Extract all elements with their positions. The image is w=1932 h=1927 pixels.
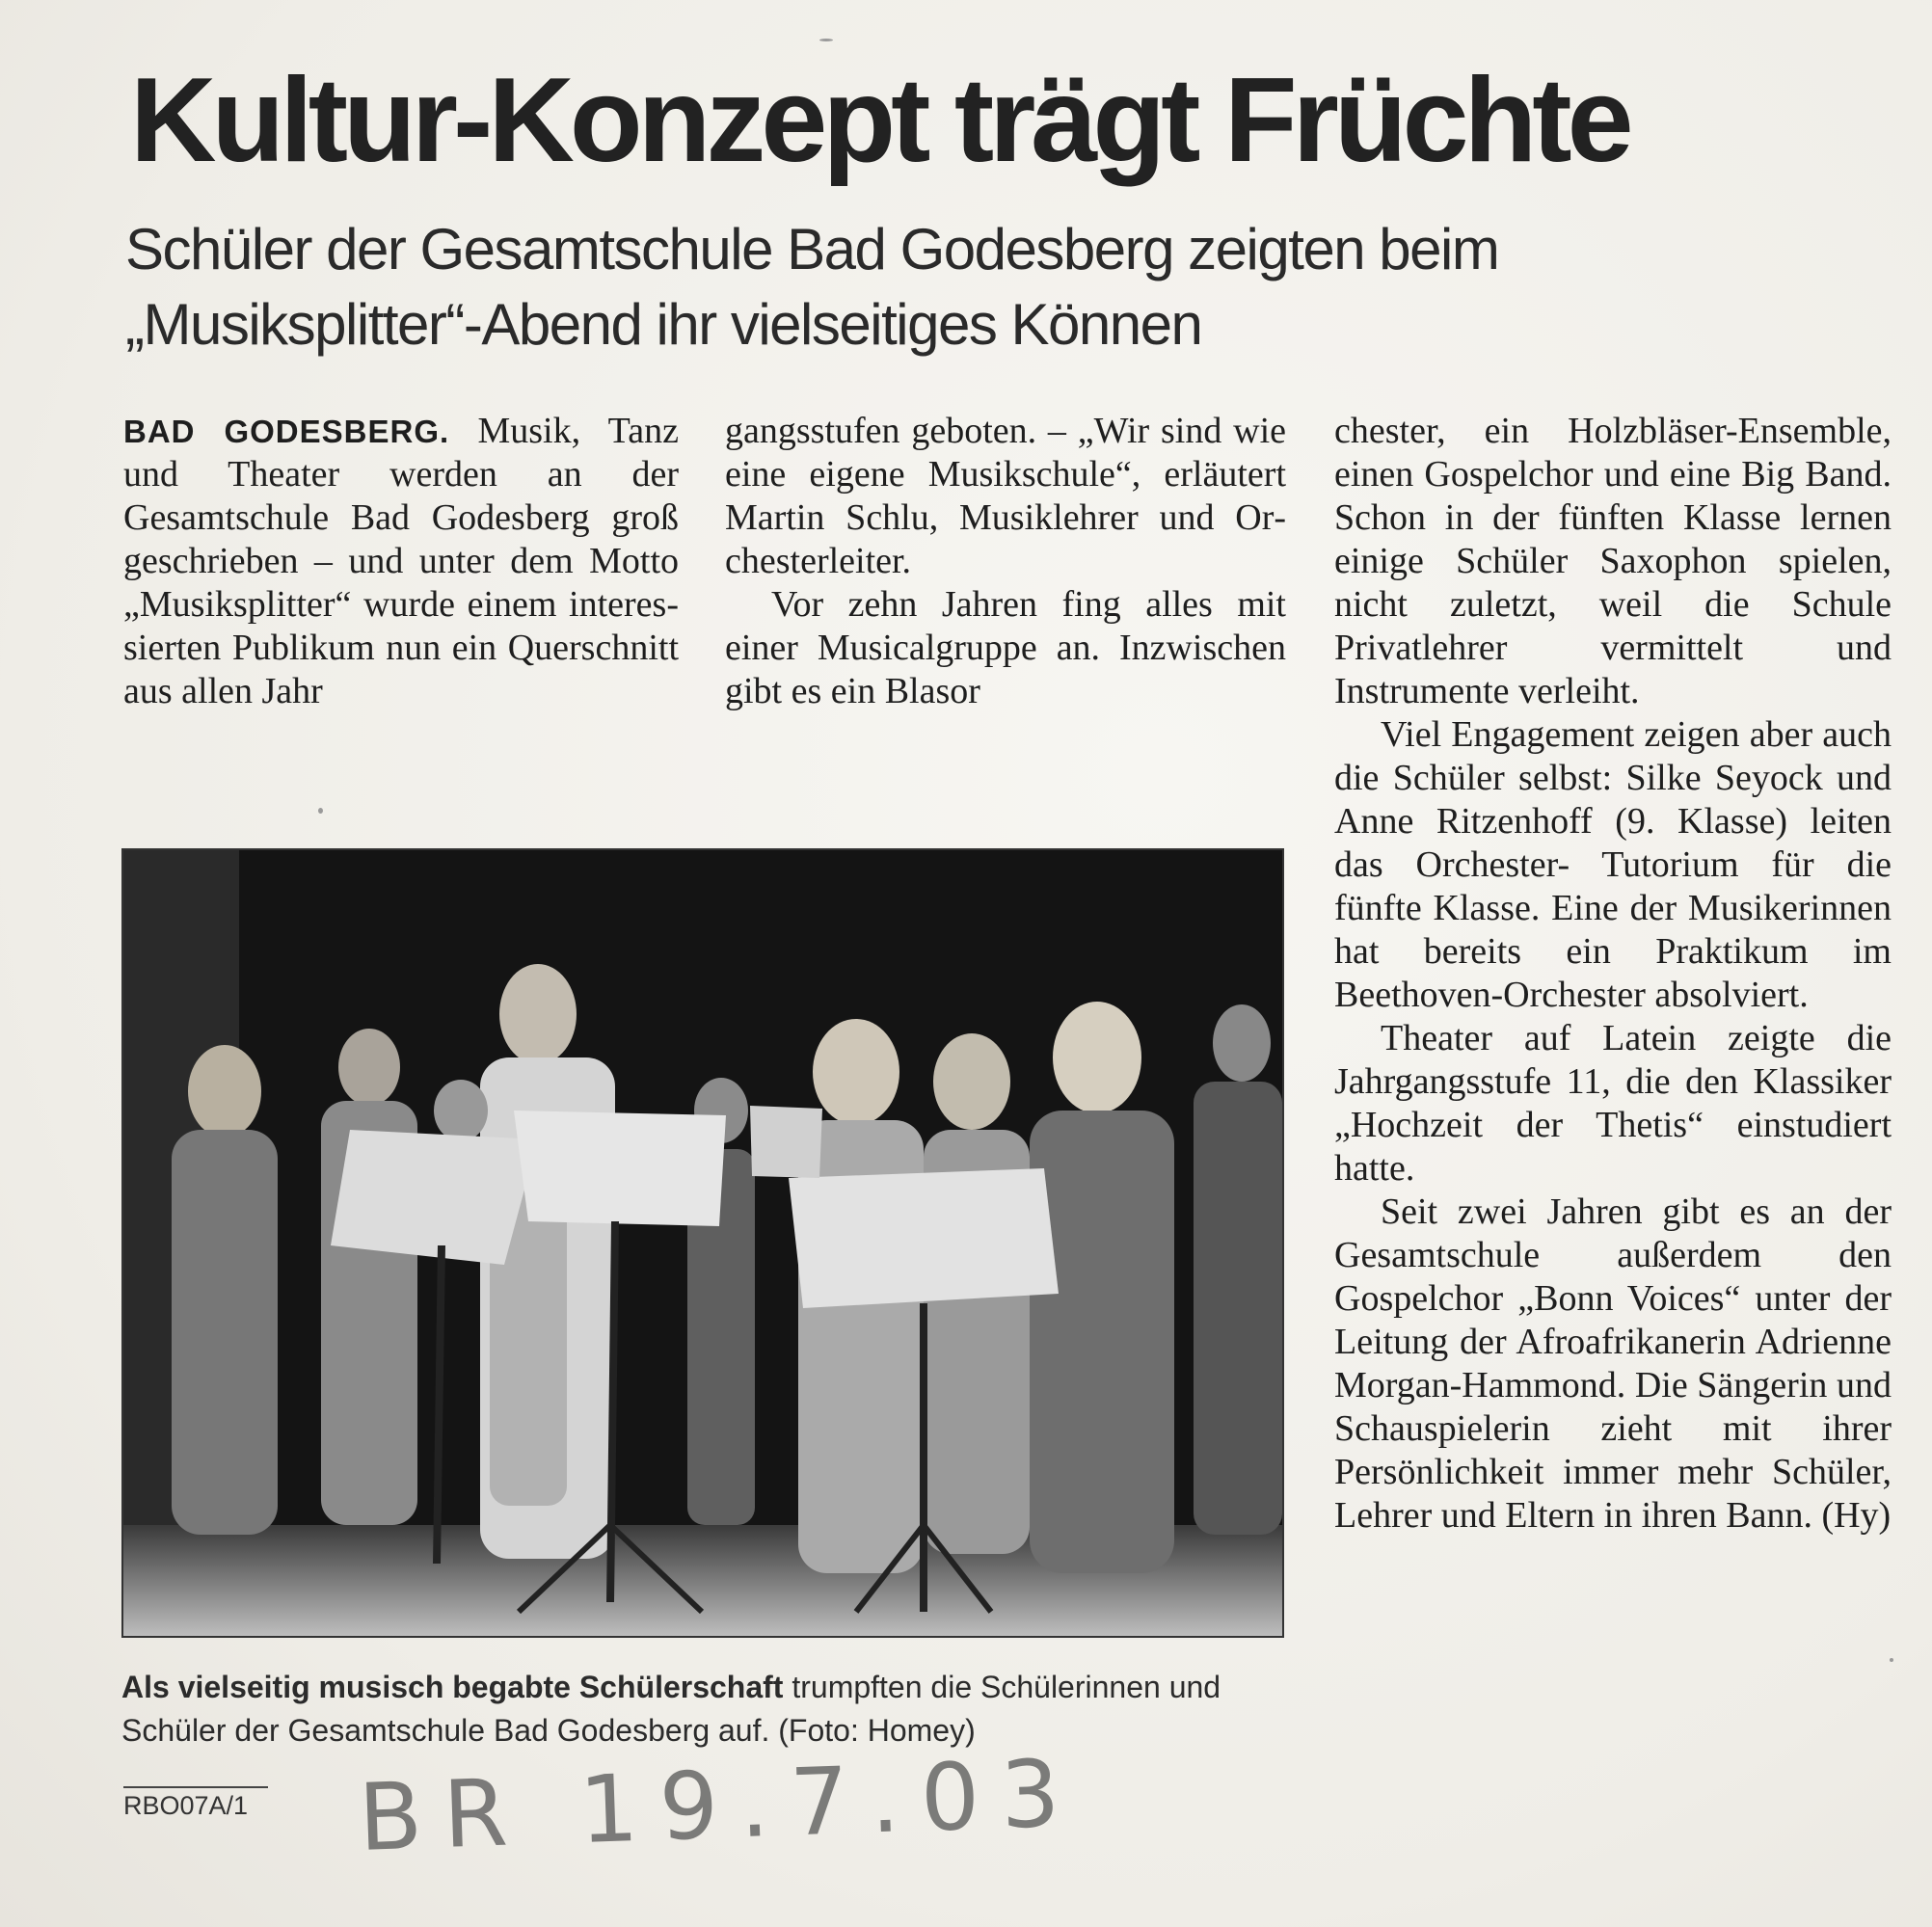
column-3-paragraph-4: Seit zwei Jahren gibt es an der Gesamtschule außerdem den Gospelchor „Bonn Voices“ unter der Leitung der Afroafrikanerin Adrienne Morgan-Hammond. Die Sängerin und Schauspielerin zieht mit ihrer Persönlichkeit immer mehr Schüler, Lehrer und Eltern in ihren Bann. (Hy) (1334, 1191, 1892, 1536)
column-1-text: Musik, Tanz und Theater werden an der Gesamtschule Bad Godesberg groß geschrieben – und unter dem Motto „Musiksplitter“ wurde einem interessierten Publikum nun ein Querschnitt aus allen Jahr (123, 411, 679, 711)
column-3-paragraph-3: Theater auf Latein zeigte die Jahrgangsstufe 11, die den Klassiker „Hochzeit der Thetis“ einstudiert hatte. (1334, 1018, 1892, 1189)
caption-text: trumpften die Schülerinnen und Schüler der Gesamtschule Bad Godesberg auf. (Foto: Homey) (121, 1670, 1221, 1748)
column-1-paragraph (123, 410, 679, 713)
column-2-paragraph-2: Vor zehn Jahren fing alles mit einer Musicalgruppe an. Inzwischen gibt es ein Blasor (725, 584, 1286, 711)
photo-caption (121, 1666, 1293, 1753)
subheadline (125, 212, 1861, 362)
concert-photo (121, 848, 1284, 1638)
caption-bold: Als vielseitig musisch begabte Schülerschaft (121, 1670, 784, 1704)
headline: Kultur-Konzept trägt Früchte (130, 54, 1629, 187)
paper-speck (819, 39, 833, 41)
photo-illustration (123, 850, 1282, 1636)
paper-speck (318, 808, 323, 814)
reference-rule (123, 1786, 268, 1788)
article-column-3 (1334, 410, 1892, 1538)
subheadline-line-1: Schüler der Gesamtschule Bad Godesberg zeigten beim (125, 217, 1499, 281)
page-reference: RBO07A/1 (123, 1791, 249, 1820)
column-3-paragraph-2: Viel Engagement zeigen aber auch die Schüler selbst: Silke Seyock und Anne Ritzenhoff (9. Klasse) leiten das Orchester- Tutorium für die fünfte Klasse. Eine der Musikerinnen hat bereits ein Praktikum im Beethoven-Orchester absolviert. (1334, 714, 1892, 1015)
handwritten-date-note: BR 19.7.03 (357, 1738, 1083, 1872)
column-2-paragraph-1: gangsstufen geboten. – „Wir sind wie eine eigene Musikschule“, erläutert Martin Schlu, Musiklehrer und Orchesterleiter. (725, 411, 1286, 581)
paper-speck (1890, 1658, 1893, 1662)
dateline: BAD GODESBERG. (123, 414, 450, 449)
column-3-paragraph-1: chester, ein Holzbläser-Ensemble, einen Gospelchor und eine Big Band. Schon in der fünften Klasse lernen einige Schüler Saxophon spielen, nicht zuletzt, weil die Schule Privatlehrer vermittelt und Instrumente verleiht. (1334, 411, 1892, 711)
article-column-1 (123, 410, 679, 713)
subheadline-line-2: „Musiksplitter“-Abend ihr vielseitiges Können (125, 292, 1202, 357)
article-column-2 (725, 410, 1286, 713)
